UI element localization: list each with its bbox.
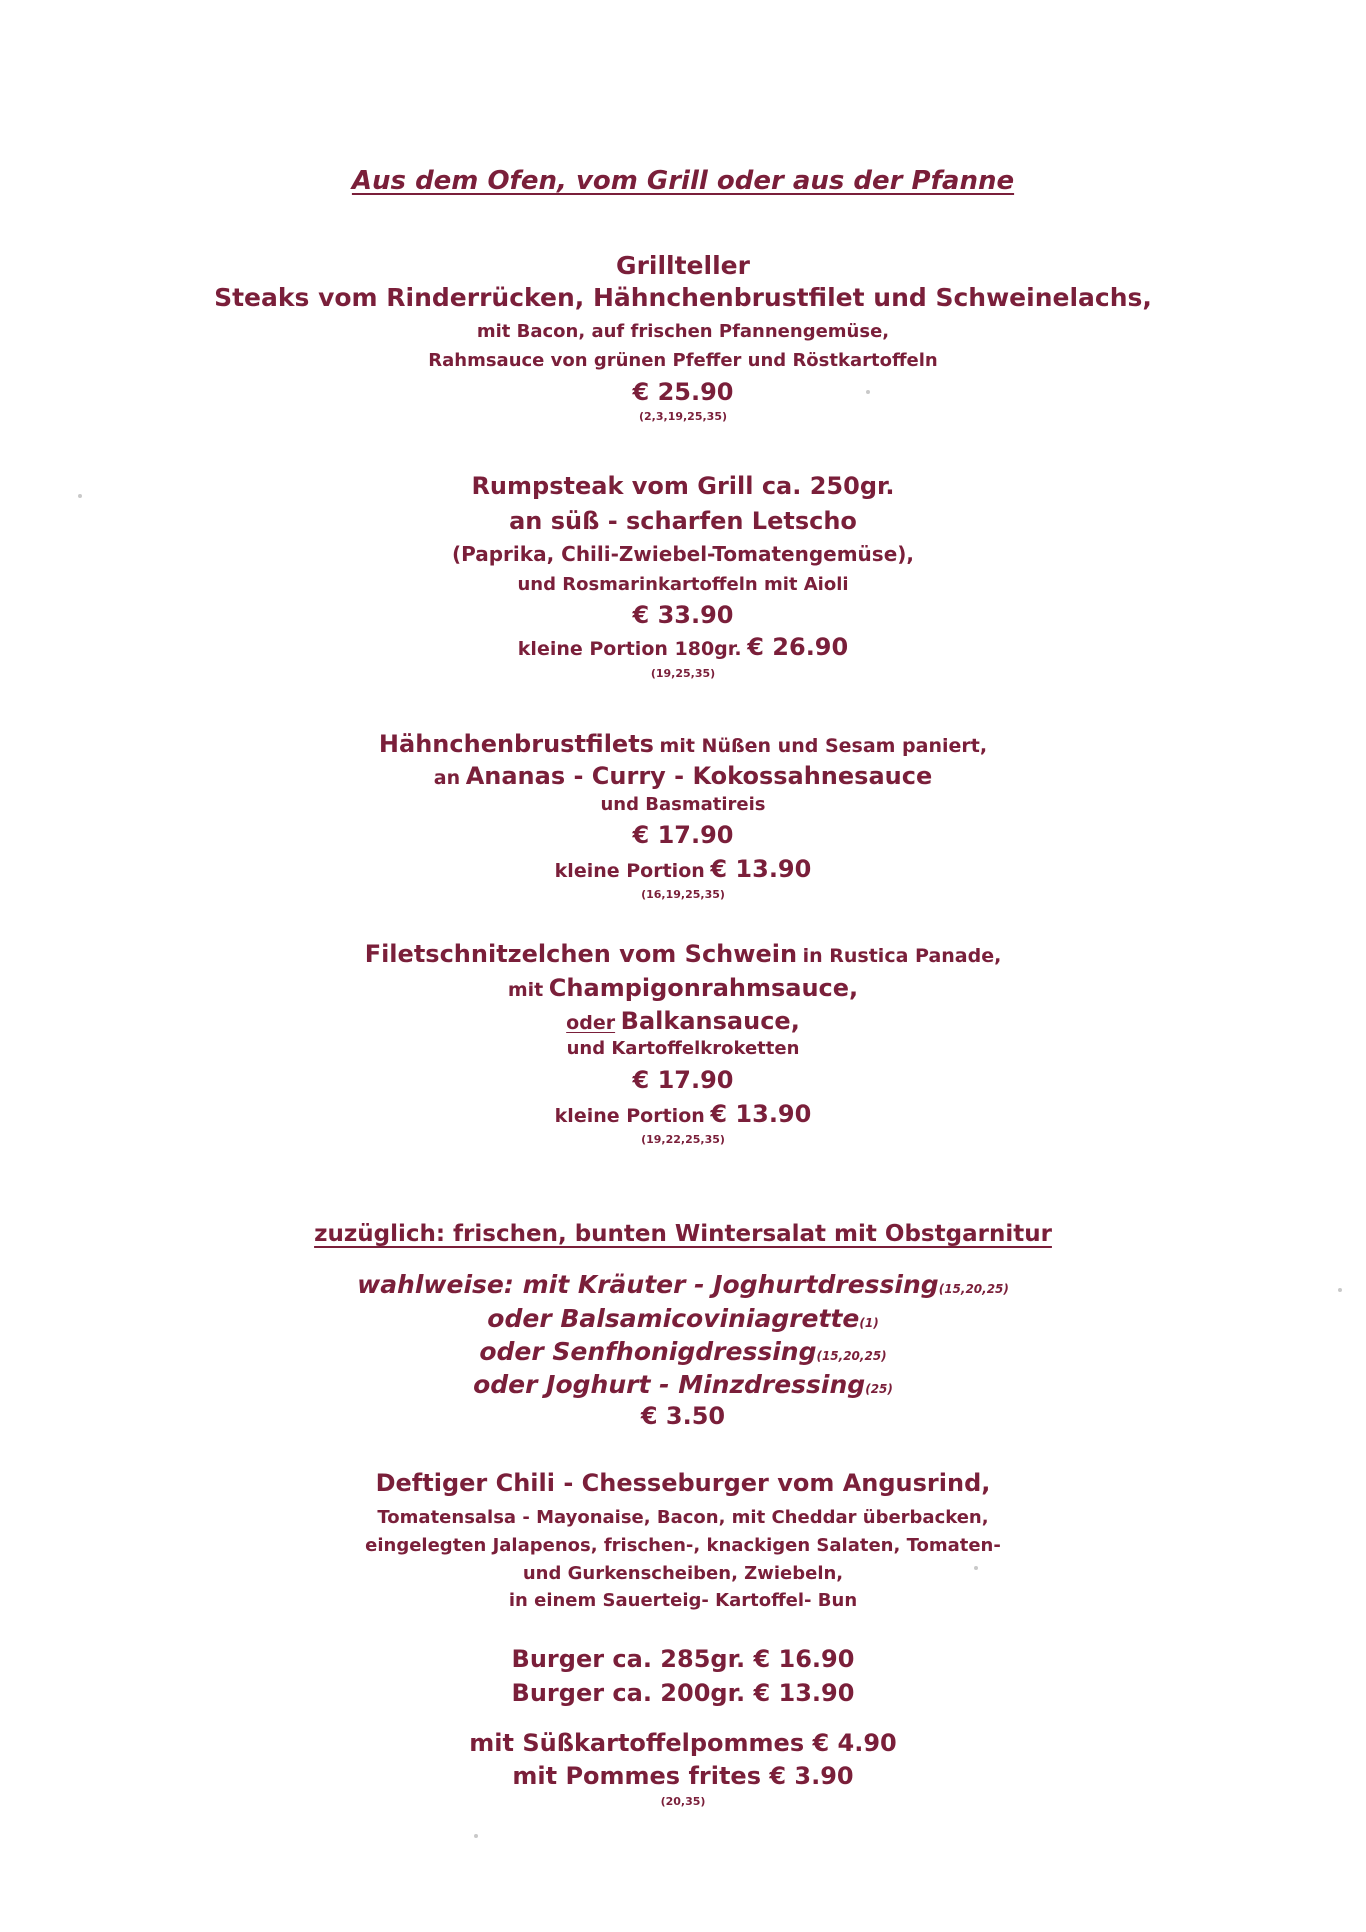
rumpsteak-small-label: kleine Portion 180gr. [517,638,742,660]
salad-option4-text: oder Joghurt - Minzdressing [473,1370,866,1399]
burger-allergens: (20,35) [660,1795,706,1808]
haehnchen-small-portion [0,857,1366,881]
salad-option3-text: oder Senfhonigdressing [479,1337,817,1366]
haehnchen-title [0,732,1366,756]
rumpsteak-line3: und Rosmarinkartoffeln mit Aioli [517,574,849,595]
filetschnitzel-name-suffix: in Rustica Panade, [802,945,1002,967]
filetschnitzel-line2 [0,1009,1366,1033]
haehnchen-name-suffix: mit Nüßen und Sesam paniert, [659,735,988,757]
rumpsteak-line1: an süß - scharfen Letscho [509,507,857,535]
burger-side-fries: mit Pommes frites € 3.90 [512,1762,854,1790]
haehnchen-name: Hähnchenbrustfilets [378,730,654,758]
haehnchen-line2: und Basmatireis [600,794,766,815]
burger-size-285: Burger ca. 285gr. € 16.90 [511,1645,855,1673]
burger-name: Deftiger Chili - Chesseburger vom Angusrind, [375,1469,991,1497]
haehnchen-small-price: € 13.90 [710,855,812,883]
filetschnitzel-price: € 17.90 [632,1066,734,1094]
salad-option3 [0,1339,1366,1364]
grillteller-price: € 25.90 [632,378,734,406]
filetschnitzel-title [0,942,1366,966]
scan-speck [78,494,82,498]
salad-option2-code: (1) [859,1316,879,1330]
scan-speck [1338,1288,1342,1292]
haehnchen-line1 [0,764,1366,788]
burger-side-sweet-potato: mit Süßkartoffelpommes € 4.90 [469,1729,897,1757]
grillteller-line3: Rahmsauce von grünen Pfeffer und Röstkartoffeln [428,350,938,371]
filetschnitzel-line2-main: Balkansauce, [620,1007,800,1035]
rumpsteak-small-price: € 26.90 [747,633,849,661]
rumpsteak-line2: (Paprika, Chili-Zwiebel-Tomatengemüse), [451,542,915,566]
salad-option4-code: (25) [865,1382,893,1396]
salad-option1-text: wahlweise: mit Kräuter - Joghurtdressing [357,1270,939,1299]
filetschnitzel-allergens: (19,22,25,35) [641,1133,725,1146]
filetschnitzel-line3: und Kartoffelkroketten [566,1038,800,1059]
salad-option2-text: oder Balsamicoviniagrette [487,1304,860,1333]
salad-option3-code: (15,20,25) [816,1349,887,1363]
salad-option4 [0,1372,1366,1397]
salad-option2 [0,1306,1366,1331]
filetschnitzel-small-portion [0,1102,1366,1126]
filetschnitzel-line1-main: Champigonrahmsauce, [548,974,859,1002]
salad-option1 [0,1272,1366,1297]
haehnchen-small-label: kleine Portion [554,860,705,882]
haehnchen-line1-prefix: an [433,767,461,789]
burger-line2: eingelegten Jalapenos, frischen-, knackigen Salaten, Tomaten- [365,1535,1001,1556]
scan-speck [866,390,870,394]
scan-speck [974,1566,978,1570]
filetschnitzel-small-price: € 13.90 [710,1100,812,1128]
filetschnitzel-small-label: kleine Portion [554,1105,705,1127]
grillteller-name: Grillteller [616,251,750,280]
burger-line4: in einem Sauerteig- Kartoffel- Bun [508,1590,858,1611]
filetschnitzel-line2-prefix: oder [566,1012,616,1034]
filetschnitzel-line1-prefix: mit [507,979,544,1001]
haehnchen-allergens: (16,19,25,35) [641,888,725,901]
salad-price: € 3.50 [640,1402,726,1430]
salad-headline: zuzüglich: frischen, bunten Wintersalat mit Obstgarnitur [314,1221,1052,1247]
rumpsteak-name: Rumpsteak vom Grill ca. 250gr. [471,472,895,500]
filetschnitzel-name: Filetschnitzelchen vom Schwein [364,940,798,968]
burger-size-200: Burger ca. 200gr. € 13.90 [511,1679,855,1707]
burger-line3: und Gurkenscheiben, Zwiebeln, [522,1563,844,1584]
grillteller-line2: mit Bacon, auf frischen Pfannengemüse, [476,321,890,342]
haehnchen-price: € 17.90 [632,821,734,849]
burger-line1: Tomatensalsa - Mayonaise, Bacon, mit Cheddar überbacken, [377,1507,989,1528]
salad-option1-code: (15,20,25) [938,1282,1009,1296]
filetschnitzel-line1 [0,976,1366,1000]
haehnchen-line1-main: Ananas - Curry - Kokossahnesauce [465,762,933,790]
rumpsteak-price: € 33.90 [632,601,734,629]
grillteller-line1: Steaks vom Rinderrücken, Hähnchenbrustfilet und Schweinelachs, [214,283,1152,312]
rumpsteak-allergens: (19,25,35) [650,667,716,680]
scan-speck [474,1834,478,1838]
section-title: Aus dem Ofen, vom Grill oder aus der Pfanne [351,166,1015,196]
rumpsteak-small-portion [0,635,1366,659]
grillteller-allergens: (2,3,19,25,35) [639,410,727,423]
